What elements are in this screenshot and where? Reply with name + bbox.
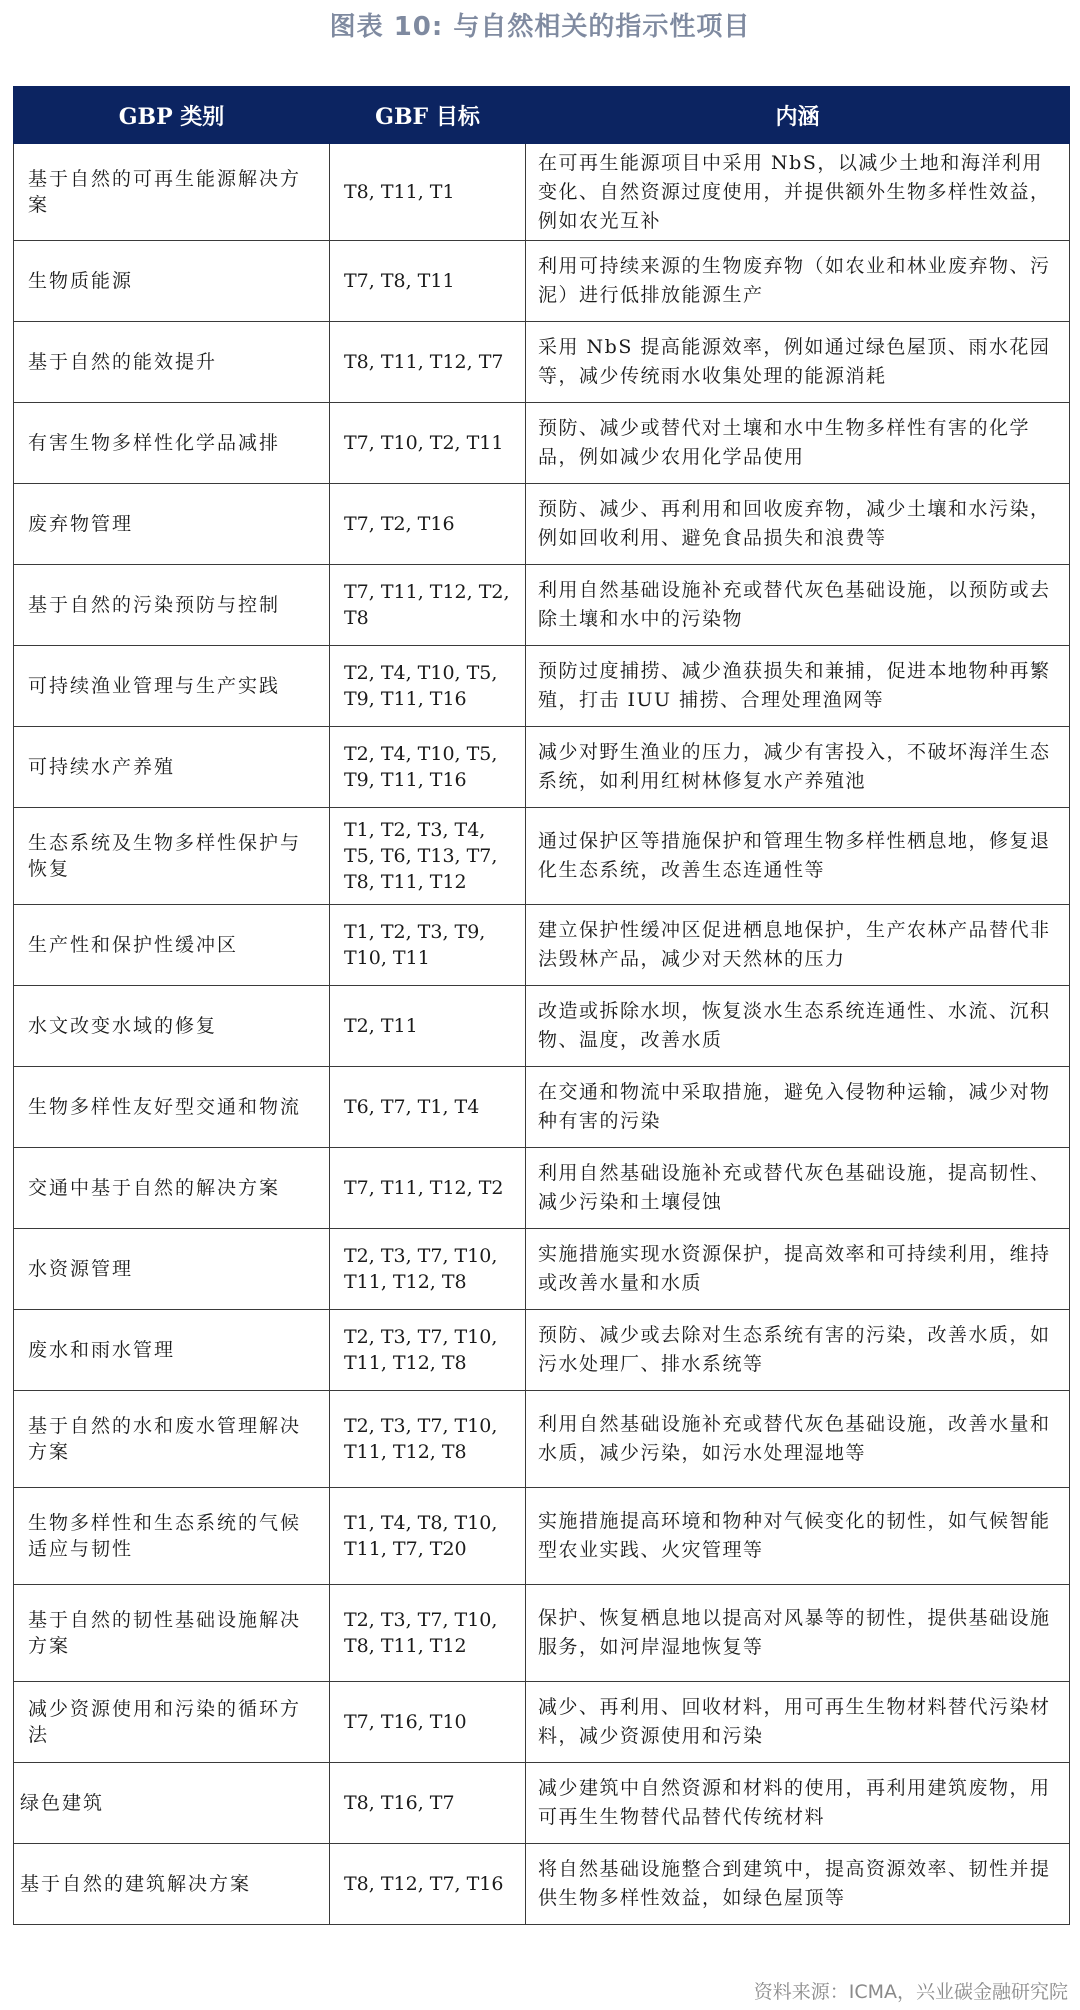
cell-description: 实施措施实现水资源保护，提高效率和可持续利用，维持或改善水量和水质 bbox=[526, 1229, 1070, 1310]
table-row bbox=[14, 1067, 1070, 1148]
cell-description: 预防、减少、再利用和回收废弃物，减少土壤和水污染，例如回收利用、避免食品损失和浪费等 bbox=[526, 484, 1070, 565]
cell-gbf-targets: T7, T11, T12, T2, T8 bbox=[330, 565, 526, 646]
cell-gbp-category: 基于自然的能效提升 bbox=[14, 322, 330, 403]
table-row bbox=[14, 808, 1070, 905]
table-row bbox=[14, 1391, 1070, 1488]
cell-gbf-targets: T2, T3, T7, T10, T11, T12, T8 bbox=[330, 1391, 526, 1488]
cell-description: 在可再生能源项目中采用 NbS，以减少土地和海洋利用变化、自然资源过度使用，并提供额外生物多样性效益，例如农光互补 bbox=[526, 144, 1070, 241]
cell-gbp-category: 废水和雨水管理 bbox=[14, 1310, 330, 1391]
table-row bbox=[14, 1763, 1070, 1844]
cell-description: 在交通和物流中采取措施，避免入侵物种运输，减少对物种有害的污染 bbox=[526, 1067, 1070, 1148]
cell-gbf-targets: T8, T16, T7 bbox=[330, 1763, 526, 1844]
header-connotation: 内涵 bbox=[526, 87, 1070, 144]
cell-gbp-category: 基于自然的水和废水管理解决方案 bbox=[14, 1391, 330, 1488]
table-row bbox=[14, 1682, 1070, 1763]
cell-gbp-category: 生产性和保护性缓冲区 bbox=[14, 905, 330, 986]
cell-description: 采用 NbS 提高能源效率，例如通过绿色屋顶、雨水花园等，减少传统雨水收集处理的能源消耗 bbox=[526, 322, 1070, 403]
table-row bbox=[14, 986, 1070, 1067]
cell-description: 减少建筑中自然资源和材料的使用，再利用建筑废物，用可再生生物替代品替代传统材料 bbox=[526, 1763, 1070, 1844]
header-gbp-category: GBP 类别 bbox=[14, 87, 330, 144]
indicative-projects-table bbox=[13, 86, 1069, 1925]
cell-description: 预防过度捕捞、减少渔获损失和兼捕，促进本地物种再繁殖，打击 IUU 捕捞、合理处理渔网等 bbox=[526, 646, 1070, 727]
cell-gbf-targets: T2, T3, T7, T10, T11, T12, T8 bbox=[330, 1229, 526, 1310]
header-gbf-target: GBF 目标 bbox=[330, 87, 526, 144]
cell-gbp-category: 水资源管理 bbox=[14, 1229, 330, 1310]
table-row bbox=[14, 1148, 1070, 1229]
cell-description: 将自然基础设施整合到建筑中，提高资源效率、韧性并提供生物多样性效益，如绿色屋顶等 bbox=[526, 1844, 1070, 1925]
cell-gbp-category: 基于自然的建筑解决方案 bbox=[14, 1844, 330, 1925]
table-row bbox=[14, 484, 1070, 565]
cell-gbp-category: 基于自然的可再生能源解决方案 bbox=[14, 144, 330, 241]
cell-gbp-category: 基于自然的韧性基础设施解决方案 bbox=[14, 1585, 330, 1682]
table-row bbox=[14, 1844, 1070, 1925]
cell-gbf-targets: T1, T4, T8, T10, T11, T7, T20 bbox=[330, 1488, 526, 1585]
cell-gbf-targets: T2, T4, T10, T5, T9, T11, T16 bbox=[330, 727, 526, 808]
cell-gbp-category: 水文改变水域的修复 bbox=[14, 986, 330, 1067]
cell-gbf-targets: T2, T4, T10, T5, T9, T11, T16 bbox=[330, 646, 526, 727]
cell-gbp-category: 生物多样性友好型交通和物流 bbox=[14, 1067, 330, 1148]
cell-gbf-targets: T8, T11, T1 bbox=[330, 144, 526, 241]
cell-gbf-targets: T1, T2, T3, T9, T10, T11 bbox=[330, 905, 526, 986]
table-row bbox=[14, 1488, 1070, 1585]
cell-description: 利用自然基础设施补充或替代灰色基础设施，改善水量和水质，减少污染，如污水处理湿地等 bbox=[526, 1391, 1070, 1488]
table-row bbox=[14, 403, 1070, 484]
cell-description: 利用自然基础设施补充或替代灰色基础设施，以预防或去除土壤和水中的污染物 bbox=[526, 565, 1070, 646]
cell-gbp-category: 可持续渔业管理与生产实践 bbox=[14, 646, 330, 727]
table-row bbox=[14, 241, 1070, 322]
cell-gbp-category: 减少资源使用和污染的循环方法 bbox=[14, 1682, 330, 1763]
cell-gbf-targets: T2, T3, T7, T10, T8, T11, T12 bbox=[330, 1585, 526, 1682]
table-row bbox=[14, 1229, 1070, 1310]
cell-gbp-category: 生物多样性和生态系统的气候适应与韧性 bbox=[14, 1488, 330, 1585]
cell-gbp-category: 可持续水产养殖 bbox=[14, 727, 330, 808]
cell-description: 实施措施提高环境和物种对气候变化的韧性，如气候智能型农业实践、火灾管理等 bbox=[526, 1488, 1070, 1585]
table-row bbox=[14, 322, 1070, 403]
cell-gbf-targets: T2, T3, T7, T10, T11, T12, T8 bbox=[330, 1310, 526, 1391]
cell-gbp-category: 有害生物多样性化学品减排 bbox=[14, 403, 330, 484]
cell-gbp-category: 生态系统及生物多样性保护与恢复 bbox=[14, 808, 330, 905]
table-row bbox=[14, 144, 1070, 241]
cell-gbf-targets: T6, T7, T1, T4 bbox=[330, 1067, 526, 1148]
cell-description: 改造或拆除水坝，恢复淡水生态系统连通性、水流、沉积物、温度，改善水质 bbox=[526, 986, 1070, 1067]
cell-gbp-category: 生物质能源 bbox=[14, 241, 330, 322]
cell-description: 建立保护性缓冲区促进栖息地保护，生产农林产品替代非法毁林产品，减少对天然林的压力 bbox=[526, 905, 1070, 986]
cell-gbp-category: 绿色建筑 bbox=[14, 1763, 330, 1844]
table-row bbox=[14, 646, 1070, 727]
cell-gbf-targets: T7, T11, T12, T2 bbox=[330, 1148, 526, 1229]
cell-description: 预防、减少或替代对土壤和水中生物多样性有害的化学品，例如减少农用化学品使用 bbox=[526, 403, 1070, 484]
cell-gbp-category: 交通中基于自然的解决方案 bbox=[14, 1148, 330, 1229]
cell-gbf-targets: T2, T11 bbox=[330, 986, 526, 1067]
table-row bbox=[14, 1310, 1070, 1391]
cell-gbp-category: 基于自然的污染预防与控制 bbox=[14, 565, 330, 646]
cell-gbf-targets: T8, T11, T12, T7 bbox=[330, 322, 526, 403]
cell-gbf-targets: T7, T16, T10 bbox=[330, 1682, 526, 1763]
cell-description: 减少对野生渔业的压力，减少有害投入，不破坏海洋生态系统，如利用红树林修复水产养殖池 bbox=[526, 727, 1070, 808]
cell-description: 保护、恢复栖息地以提高对风暴等的韧性，提供基础设施服务，如河岸湿地恢复等 bbox=[526, 1585, 1070, 1682]
cell-description: 通过保护区等措施保护和管理生物多样性栖息地，修复退化生态系统，改善生态连通性等 bbox=[526, 808, 1070, 905]
cell-gbp-category: 废弃物管理 bbox=[14, 484, 330, 565]
source-note: 资料来源：ICMA，兴业碳金融研究院 bbox=[753, 1981, 1068, 2003]
cell-description: 预防、减少或去除对生态系统有害的污染，改善水质，如污水处理厂、排水系统等 bbox=[526, 1310, 1070, 1391]
cell-gbf-targets: T1, T2, T3, T4, T5, T6, T13, T7, T8, T11, T12 bbox=[330, 808, 526, 905]
figure-title: 图表 10: 与自然相关的指示性项目 bbox=[329, 12, 751, 42]
cell-gbf-targets: T7, T10, T2, T11 bbox=[330, 403, 526, 484]
table-row bbox=[14, 905, 1070, 986]
table-row bbox=[14, 565, 1070, 646]
table-row bbox=[14, 1585, 1070, 1682]
cell-gbf-targets: T7, T2, T16 bbox=[330, 484, 526, 565]
cell-gbf-targets: T7, T8, T11 bbox=[330, 241, 526, 322]
cell-description: 减少、再利用、回收材料，用可再生生物材料替代污染材料，减少资源使用和污染 bbox=[526, 1682, 1070, 1763]
table-row bbox=[14, 727, 1070, 808]
table-header-row bbox=[14, 87, 1070, 144]
cell-gbf-targets: T8, T12, T7, T16 bbox=[330, 1844, 526, 1925]
cell-description: 利用自然基础设施补充或替代灰色基础设施，提高韧性、减少污染和土壤侵蚀 bbox=[526, 1148, 1070, 1229]
cell-description: 利用可持续来源的生物废弃物（如农业和林业废弃物、污泥）进行低排放能源生产 bbox=[526, 241, 1070, 322]
